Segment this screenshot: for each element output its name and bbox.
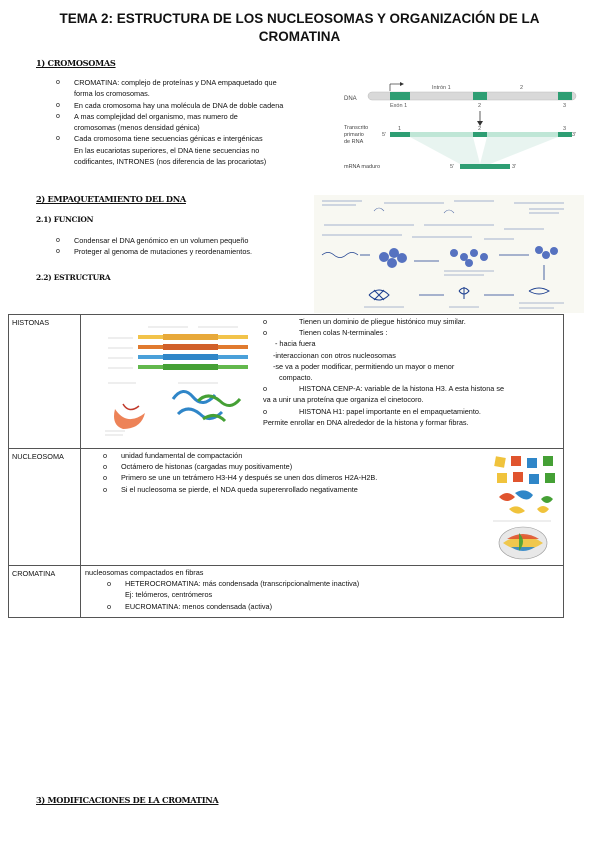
title-line-2: CROMATINA (258, 29, 341, 44)
row-label-cromatina: CROMATINA (9, 566, 81, 618)
list-item: o En cada cromosoma hay una molécula de DNA de doble cadena (56, 100, 284, 110)
exon-label: Exón 1 (390, 103, 408, 109)
list-item: o Si el nucleosoma se pierde, el NDA queda superenrollado negativamente (102, 484, 358, 494)
list-subitem: -interaccionan con otros nucleosomas (272, 350, 396, 360)
title-line-1: TEMA 2: ESTRUCTURA DE LOS NUCLEOSOMAS Y ORGANIZACIÓN DE LA (59, 11, 540, 26)
bullet-icon: o (102, 451, 108, 460)
list-item: o A mas complejidad del organismo, mas numero de (56, 111, 238, 121)
list-subitem: compacto. (278, 373, 313, 383)
structure-table (8, 314, 564, 618)
bullet-icon: o (262, 317, 268, 326)
transcrito-label-2: primario (344, 132, 364, 138)
row-label-nucleosoma: NUCLEOSOMA (9, 449, 81, 566)
section1-heading: 1) CROMOSOMAS (36, 58, 116, 68)
list-item: o HISTONA H1: papel importante en el empaquetamiento. (262, 406, 481, 416)
bullet-icon: o (262, 406, 268, 416)
list-item: forma los cromosomas. (74, 89, 150, 99)
handwritten-compaction-sketch (314, 195, 584, 313)
intron-label: Intrón 1 (432, 85, 451, 91)
cromatina-cell (80, 566, 563, 618)
section2-1-heading: 2.1) FUNCION (36, 215, 94, 224)
list-subitem: -se va a poder modificar, permitiendo un mayor o menor (272, 361, 455, 371)
bullet-icon: o (106, 601, 112, 611)
nucleosome-assembly-figure (491, 453, 559, 563)
histonas-cell (80, 315, 563, 449)
intron-2-label: 2 (520, 85, 524, 91)
transcrito-label-3: de RNA (344, 139, 364, 145)
section2-heading: 2) EMPAQUETAMIENTO DEL DNA (36, 194, 186, 204)
nucleosoma-cell (80, 449, 563, 566)
five-prime-label: 5' (382, 132, 387, 138)
bullet-icon: o (102, 484, 108, 494)
mrna-three-prime: 3' (512, 164, 517, 170)
list-item: o Proteger al genoma de mutaciones y reordenamientos. (56, 247, 253, 257)
exon-3-num: 3 (563, 103, 567, 109)
list-item: cromosomas (menos densidad génica) (74, 123, 200, 133)
list-item: o Tienen un dominio de pliegue histónico muy similar. (262, 317, 466, 326)
exon-2-num: 2 (478, 103, 482, 109)
page-title (0, 10, 599, 46)
exon-3 (558, 92, 572, 100)
cromatina-text (85, 567, 525, 612)
histonas-text (263, 316, 563, 428)
table-row (9, 449, 564, 566)
mrna-five-prime: 5' (450, 164, 455, 170)
nucleosoma-text (103, 450, 493, 495)
list-subitem: Permite enrollar en DNA alrededor de la histona y formar fibras. (262, 417, 469, 427)
list-item: nucleosomas compactados en fibras (84, 568, 204, 577)
mrna-label: mRNA maduro (344, 164, 381, 170)
bullet-icon: o (102, 473, 108, 483)
list-item: o HETEROCROMATINA: más condensada (transcripcionalmente inactiva) (106, 579, 360, 589)
dna-label: DNA (344, 96, 357, 102)
transcript-1-num: 1 (398, 126, 402, 132)
histone-pieces (494, 456, 555, 514)
list-item: En las eucariotas superiores, el DNA tiene secuencias no (74, 145, 260, 155)
histone-ribbon-structures (113, 390, 240, 430)
transcript-2-num: 2 (478, 126, 482, 132)
three-prime-label: 3' (572, 132, 577, 138)
exon-2 (473, 92, 487, 100)
list-item: o Octámero de histonas (cargadas muy positivamente) (102, 462, 293, 472)
table-row (9, 566, 564, 618)
funcion-list (56, 235, 316, 258)
list-item: o Primero se une un tetrámero H3-H4 y después se unen dos dímeros H2A-H2B. (102, 473, 378, 483)
bullet-icon: o (106, 579, 112, 589)
list-item: o CROMATINA: complejo de proteínas y DNA empaquetado que (56, 78, 277, 87)
transcript-3-num: 3 (563, 126, 567, 132)
gene-structure-figure (340, 80, 580, 175)
nucleosome-core (499, 527, 547, 559)
row-label-histonas: HISTONAS (9, 315, 81, 449)
histone-bars (138, 334, 248, 370)
list-subitem: Ej: telómeros, centrómeros (124, 590, 213, 600)
bullet-icon: o (262, 384, 268, 394)
transcrito-label-1: Transcrito (344, 125, 369, 131)
list-item: o unidad fundamental de compactación (102, 451, 243, 460)
bullet-icon: o (262, 328, 268, 338)
list-subitem: - hacia fuera (274, 339, 316, 349)
list-item: o Tienen colas N-terminales : (262, 328, 388, 338)
mature-mrna (460, 164, 510, 169)
section2-2-heading: 2.2) ESTRUCTURA (36, 273, 111, 282)
section1-list (56, 77, 346, 167)
histone-domain-figure (103, 319, 253, 443)
section3-heading: 3) MODIFICACIONES DE LA CROMATINA (36, 795, 219, 805)
list-item: o EUCROMATINA: menos condensada (activa) (106, 601, 273, 611)
exon-1 (390, 92, 410, 100)
list-subitem: va a unir una proteína que organiza el cinetocoro. (262, 395, 424, 405)
list-item: codificantes, INTRONES (nos diferencia de las procariotas) (74, 157, 267, 167)
list-item: o Cada cromosoma tiene secuencias génicas e intergénicas (56, 134, 263, 144)
bullet-icon: o (102, 462, 108, 472)
list-item: o Condensar el DNA genómico en un volumen pequeño (56, 236, 249, 245)
list-item: o HISTONA CENP-A: variable de la histona H3. A esta histona se (262, 384, 505, 394)
table-row (9, 315, 564, 449)
